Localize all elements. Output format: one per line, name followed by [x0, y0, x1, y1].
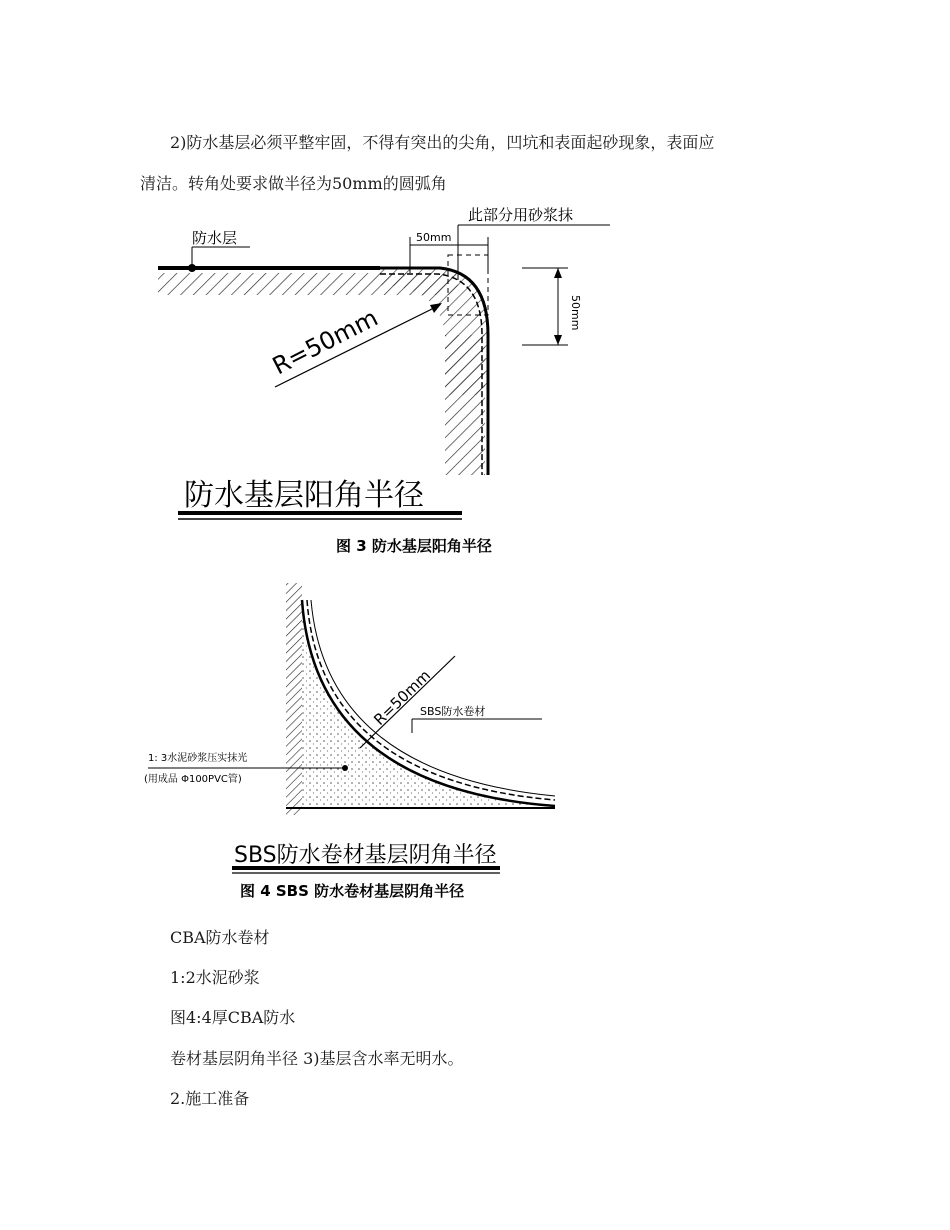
figure-3 [140, 195, 620, 565]
label-mortar-line-2: (用成品 Φ100PVC管) [144, 774, 242, 785]
figure-3-caption: 图 3 防水基层阳角半径 [336, 537, 492, 555]
radius-label: R=50mm [370, 666, 435, 729]
figure-4-diagram [140, 578, 570, 908]
radius-label: R=50mm [268, 303, 383, 381]
dim-vertical-label: 50mm [569, 295, 582, 331]
paragraph-line: 清洁。转角处要求做半径为50mm的圆弧角 [140, 174, 447, 193]
dim-v-arrow-bottom [554, 335, 562, 345]
figure-4 [140, 578, 570, 908]
leader-mortar-dot [342, 765, 348, 771]
figure-4-inner-title: SBS防水卷材基层阴角半径 [234, 843, 497, 868]
figure-4-caption: 图 4 SBS 防水卷材基层阴角半径 [240, 882, 465, 900]
body-line: 2.施工准备 [170, 1089, 250, 1108]
body-line: CBA防水卷材 [170, 928, 270, 947]
body-line: 卷材基层阴角半径 3)基层含水率无明水。 [170, 1049, 464, 1068]
label-mortar-line-1: 1: 3水泥砂浆压实抹光 [148, 753, 248, 764]
figure-3-inner-title: 防水基层阳角半径 [184, 478, 424, 513]
figure-3-diagram [140, 195, 620, 565]
label-sbs: SBS防水卷材 [420, 705, 486, 718]
wall-hatch [286, 583, 302, 815]
label-waterproof-layer: 防水层 [192, 229, 238, 247]
dim-v-arrow-top [554, 268, 562, 278]
body-line: 1:2水泥砂浆 [170, 968, 260, 987]
mortar-fill [302, 600, 555, 806]
body-line: 图4:4厚CBA防水 [170, 1008, 296, 1027]
label-mortar: 此部分用砂浆抹 [468, 206, 574, 224]
paragraph-line: 2)防水基层必须平整牢固，不得有突出的尖角，凹坑和表面起砂现象，表面应 [170, 133, 715, 152]
dim-horizontal-label: 50mm [416, 231, 452, 244]
